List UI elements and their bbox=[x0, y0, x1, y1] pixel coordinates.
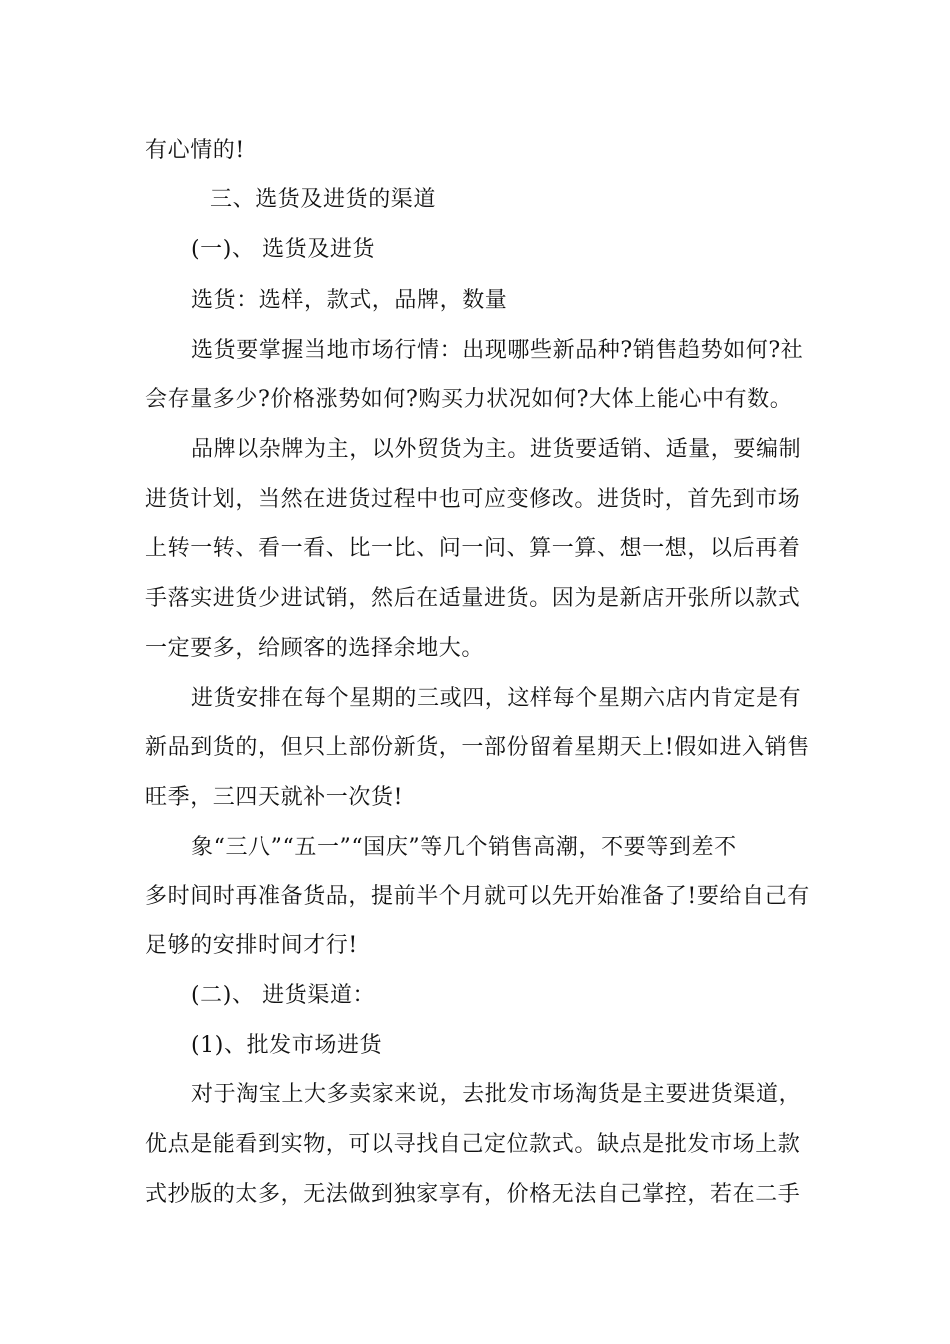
paragraph-line: 多时间时再准备货品，提前半个月就可以先开始准备了!要给自己有 bbox=[145, 884, 810, 909]
paragraph-line: 优点是能看到实物，可以寻找自己定位款式。缺点是批发市场上款 bbox=[145, 1132, 801, 1157]
paragraph-line: 旺季，三四天就补一次货! bbox=[145, 785, 404, 810]
paragraph-line: 足够的安排时间才行! bbox=[145, 933, 358, 958]
text-line: 选货：选样，款式，品牌，数量 bbox=[191, 288, 508, 313]
paragraph-line: 进货计划，当然在进货过程中也可应变修改。进货时，首先到市场 bbox=[145, 487, 801, 512]
section-heading: 三、选货及进货的渠道 bbox=[210, 187, 437, 212]
subsection-heading: (一)、 选货及进货 bbox=[191, 237, 376, 262]
subsection-heading: (二)、 进货渠道： bbox=[191, 983, 376, 1008]
subsection-heading: (1)、批发市场进货 bbox=[191, 1033, 383, 1058]
text-line: 有心情的! bbox=[145, 138, 245, 163]
paragraph-line: 对于淘宝上大多卖家来说，去批发市场淘货是主要进货渠道， bbox=[191, 1082, 802, 1107]
paragraph-line: 会存量多少?价格涨势如何?购买力状况如何?大体上能心中有数。 bbox=[145, 387, 793, 412]
paragraph-line: 一定要多，给顾客的选择余地大。 bbox=[145, 636, 485, 661]
paragraph-line: 品牌以杂牌为主，以外贸货为主。进货要适销、适量，要编制 bbox=[191, 437, 802, 462]
paragraph-line: 式抄版的太多，无法做到独家享有，价格无法自己掌控，若在二手 bbox=[145, 1182, 801, 1207]
paragraph-line: 上转一转、看一看、比一比、问一问、算一算、想一想，以后再着 bbox=[145, 536, 801, 561]
paragraph-line: 新品到货的，但只上部份新货，一部份留着星期天上!假如进入销售 bbox=[145, 735, 810, 760]
paragraph-line: 选货要掌握当地市场行情：出现哪些新品种?销售趋势如何?社 bbox=[191, 338, 804, 363]
paragraph-line: 手落实进货少进试销，然后在适量进货。因为是新店开张所以款式 bbox=[145, 586, 801, 611]
paragraph-line: 象“三八”“五一”“国庆”等几个销售高潮，不要等到差不 bbox=[191, 835, 737, 860]
paragraph-line: 进货安排在每个星期的三或四，这样每个星期六店内肯定是有 bbox=[191, 686, 802, 711]
